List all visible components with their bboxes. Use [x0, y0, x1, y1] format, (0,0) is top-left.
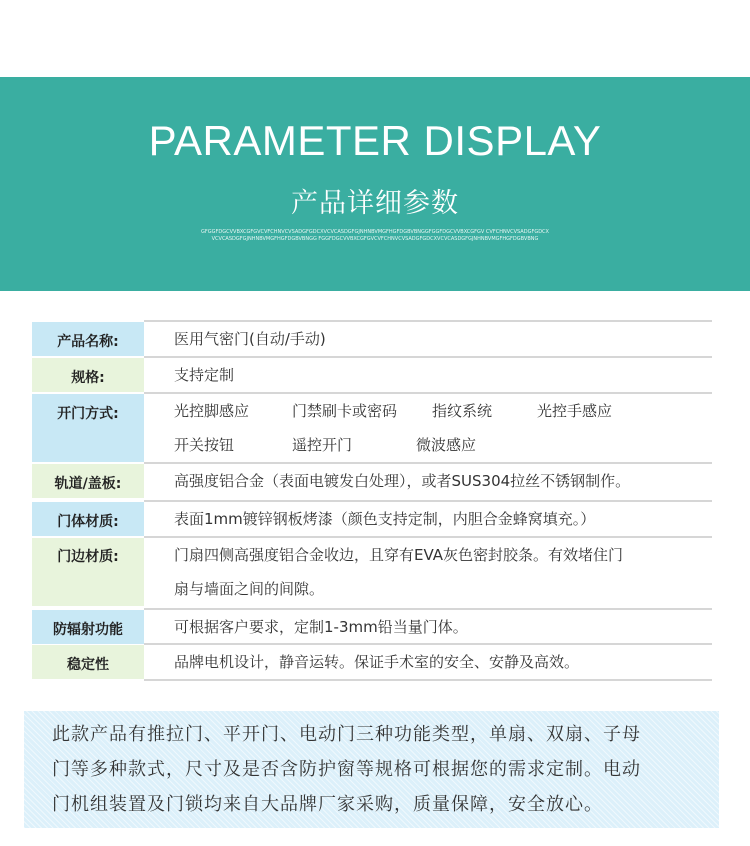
row-value: 医用气密门(自动/手动) [174, 330, 326, 348]
param-row-door-material [32, 502, 712, 536]
row-label: 规格: [32, 358, 144, 392]
open-option: 光控脚感应 [174, 402, 250, 420]
open-option: 开关按钮 [174, 436, 235, 454]
param-row-open-mode [32, 394, 712, 462]
row-value: 支持定制 [174, 366, 235, 384]
row-label: 轨道/盖板: [32, 464, 144, 498]
note-line: 门等多种款式，尺寸及是否含防护窗等规格可根据您的需求定制。电动 [52, 759, 641, 780]
param-row-name [32, 322, 712, 356]
row-value [174, 394, 712, 462]
param-row-radiation [32, 610, 712, 644]
row-label: 开门方式: [32, 394, 144, 462]
banner-subtitle: 产品详细参数 [291, 188, 459, 219]
note-line: 门机组装置及门锁均来自大品牌厂家采购，质量保障，安全放心。 [52, 794, 603, 815]
note-line: 此款产品有推拉门、平开门、电动门三种功能类型，单扇、双扇、子母 [52, 724, 641, 745]
row-divider [144, 679, 712, 681]
open-option: 门禁刷卡或密码 [292, 402, 398, 420]
param-row-stability [32, 645, 712, 679]
product-note [24, 711, 719, 828]
param-row-track [32, 464, 712, 498]
row-label: 稳定性 [32, 645, 144, 679]
header-banner [0, 77, 750, 291]
param-row-spec [32, 358, 712, 392]
row-value: 高强度铝合金（表面电镀发白处理），或者SUS304拉丝不锈钢制作。 [174, 472, 631, 490]
row-value: 门扇四侧高强度铝合金收边，且穿有EVA灰色密封胶条。有效堵住门 扇与墙面之间的间隙。 [174, 546, 624, 598]
row-label: 门体材质: [32, 502, 144, 536]
row-label: 防辐射功能 [32, 610, 144, 644]
open-option: 微波感应 [416, 436, 477, 454]
row-value: 品牌电机设计，静音运转。保证手术室的安全、安静及高效。 [174, 653, 580, 671]
param-row-edge-material [32, 538, 712, 606]
banner-decorative-text: GFGGFDGCVVBXCGFGVCVFCHNVCVSADGFGDCXVCVCASDGFGJNHNBVMGFHGFDGBVBNGGFGGFDGCVVBXCGFGV CVFCHNVCVSADGFGDCXVCVCASDGFGJNHNBVMGFHGFDGBVBNGG FGGFDGCVVBXCGFGVCVFCHNVCVSADGFGDCXVCVCASDGFGJNHNBVMGFHGFDGBVBNG [201, 229, 549, 242]
row-value: 可根据客户要求，定制1-3mm铅当量门体。 [174, 618, 468, 636]
row-value: 表面1mm镀锌钢板烤漆（颜色支持定制，内胆合金蜂窝填充。） [174, 510, 596, 528]
open-option: 遥控开门 [292, 436, 353, 454]
open-option: 指纹系统 [432, 402, 493, 420]
row-label: 产品名称: [32, 322, 144, 356]
row-label: 门边材质: [32, 538, 144, 606]
banner-title: PARAMETER DISPLAY [148, 117, 602, 164]
open-option: 光控手感应 [537, 402, 613, 420]
